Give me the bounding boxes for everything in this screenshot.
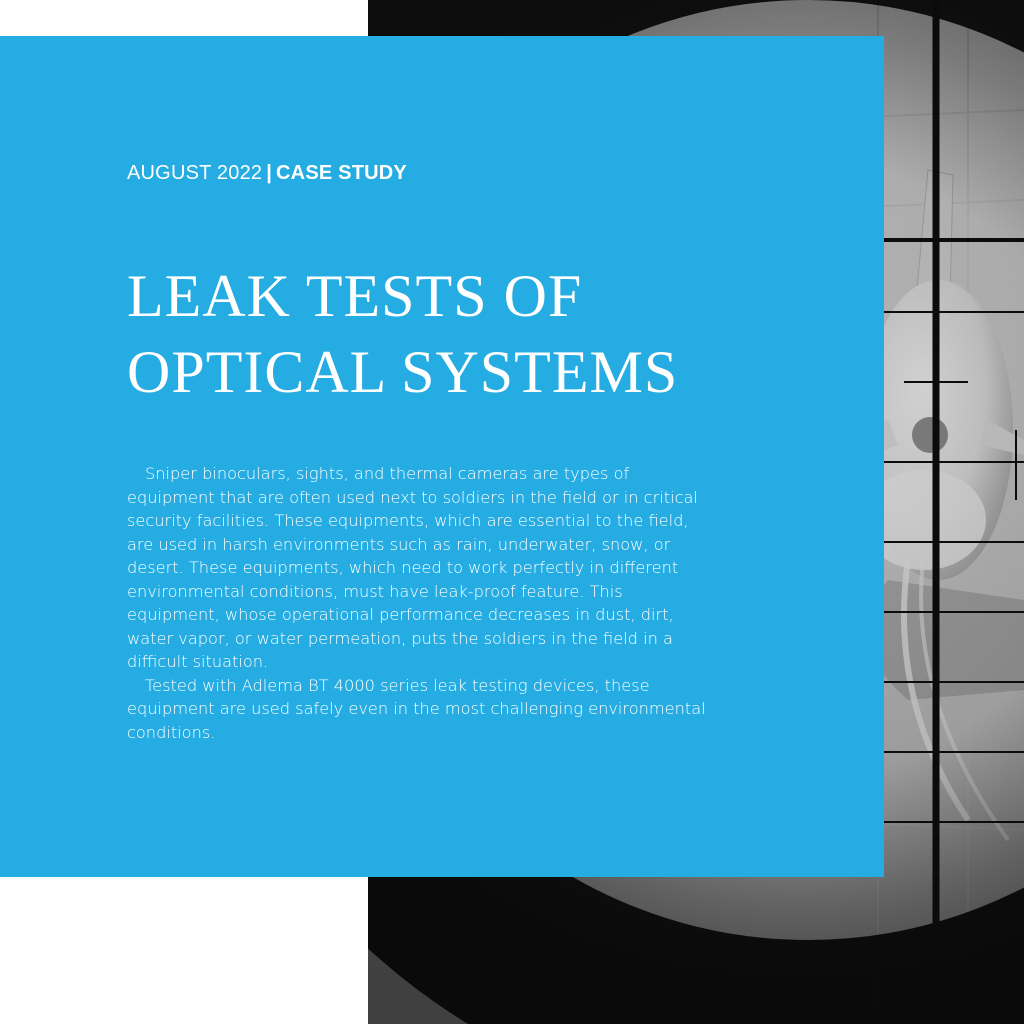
page-title (127, 258, 827, 410)
separator: | (266, 162, 273, 184)
body-paragraph-2: Tested with Adlema BT 4000 series leak testing devices, these equipment are used safely even in the most challenging environmental conditions. (127, 675, 706, 742)
title-line-1: LEAK TESTS OF (127, 263, 583, 329)
title-line-2: OPTICAL SYSTEMS (127, 339, 679, 405)
category-text: CASE STUDY (276, 162, 407, 184)
date-category-label (127, 162, 407, 185)
body-text (127, 462, 707, 744)
date-text: AUGUST 2022 (127, 162, 263, 184)
body-paragraph-1: Sniper binoculars, sights, and thermal cameras are types of equipment that are often used next to soldiers in the field or in critical security facilities. These equipments, which are essential to the field, are used in harsh environments such as rain, underwater, snow, or desert. These equipments, which need to work perfectly in different environmental conditions, must have leak-proof feature. This equipment, whose operational performance decreases in dust, dirt, water vapor, or water permeation, puts the soldiers in the field in a difficult situation. (127, 464, 698, 671)
